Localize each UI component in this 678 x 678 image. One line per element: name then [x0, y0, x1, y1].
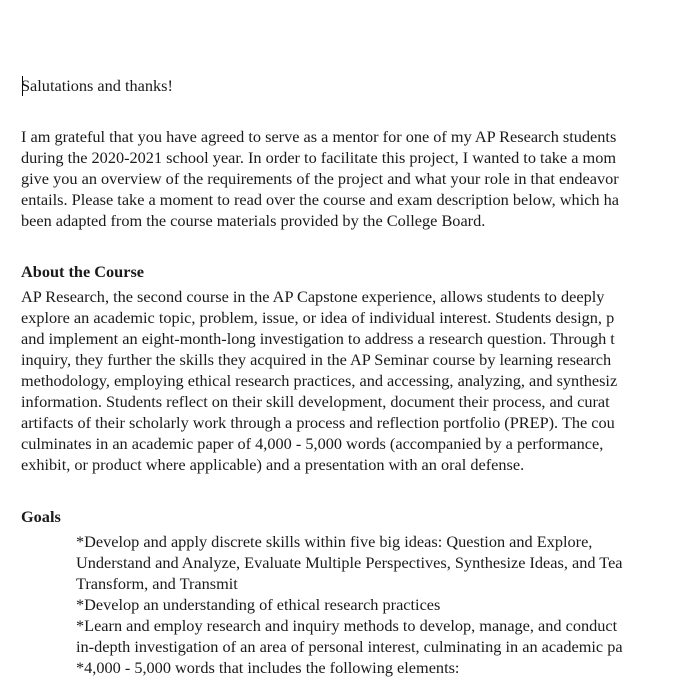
- intro-line: I am grateful that you have agreed to serve as a mentor for one of my AP Research students: [21, 127, 617, 146]
- about-line: information. Students reflect on their skill development, document their process, and curat: [21, 392, 610, 411]
- goals-line: *Develop and apply discrete skills within five big ideas: Question and Explore,: [76, 532, 593, 551]
- about-heading: About the Course: [21, 262, 145, 281]
- goals-line: in-depth investigation of an area of personal interest, culminating in an academic pa: [76, 637, 623, 656]
- about-line: culminates in an academic paper of 4,000 - 5,000 words (accompanied by a performance,: [21, 434, 604, 453]
- about-line: and implement an eight-month-long investigation to address a research question. Through t: [21, 329, 615, 348]
- about-line: exhibit, or product where applicable) and a presentation with an oral defense.: [21, 455, 525, 474]
- goals-line: Transform, and Transmit: [76, 574, 238, 593]
- goals-line: Understand and Analyze, Evaluate Multiple Perspectives, Synthesize Ideas, and Tea: [76, 553, 623, 572]
- greeting: Salutations and thanks!: [21, 76, 173, 95]
- about-line: AP Research, the second course in the AP Capstone experience, allows students to deeply: [21, 287, 605, 306]
- about-line: artifacts of their scholarly work through a process and reflection portfolio (PREP). The cou: [21, 413, 615, 432]
- intro-line: give you an overview of the requirements of the project and what your role in that endeavor: [21, 169, 619, 188]
- intro-line: during the 2020-2021 school year. In order to facilitate this project, I wanted to take a mom: [21, 148, 616, 167]
- about-line: inquiry, they further the skills they acquired in the AP Seminar course by learning research: [21, 350, 612, 369]
- about-line: explore an academic topic, problem, issue, or idea of individual interest. Students design, p: [21, 308, 615, 327]
- intro-line: been adapted from the course materials provided by the College Board.: [21, 211, 486, 230]
- goals-line: *Learn and employ research and inquiry methods to develop, manage, and conduct: [76, 616, 618, 635]
- goals-line: *4,000 - 5,000 words that includes the following elements:: [76, 658, 460, 677]
- goals-heading: Goals: [21, 507, 61, 526]
- goals-line: *Develop an understanding of ethical research practices: [76, 595, 441, 614]
- about-line: methodology, employing ethical research practices, and accessing, analyzing, and synthesiz: [21, 371, 618, 390]
- intro-line: entails. Please take a moment to read over the course and exam description below, which ha: [21, 190, 619, 209]
